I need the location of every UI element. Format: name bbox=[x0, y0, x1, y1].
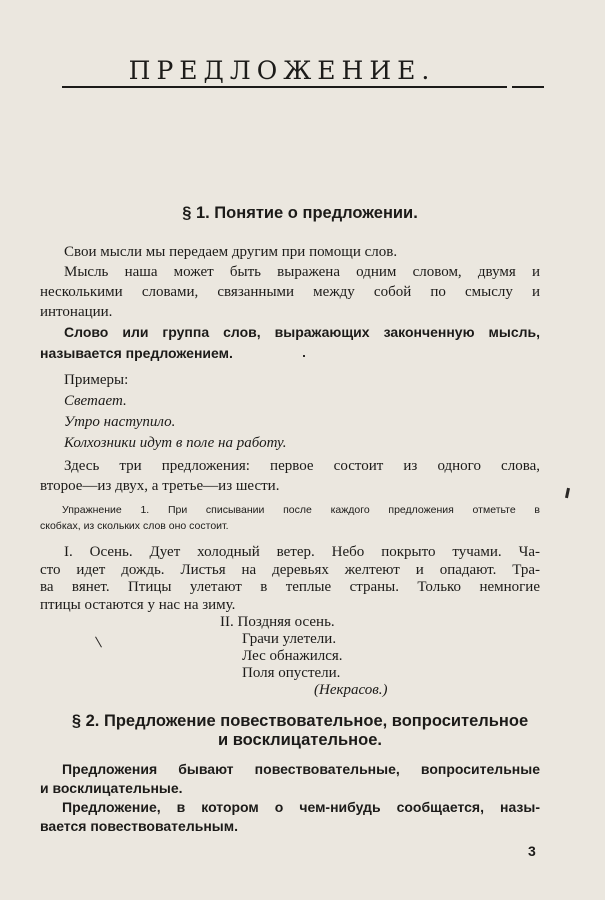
title-rule-left bbox=[62, 86, 507, 88]
text-line: Слово или группа слов, выражающих законченную мысль, bbox=[64, 324, 540, 340]
text-line: Здесь три предложения: первое состоит из одного слова, bbox=[64, 458, 540, 474]
poem-line: Поля опустели. bbox=[242, 665, 341, 681]
page-number: 3 bbox=[528, 843, 536, 859]
examples-block bbox=[64, 370, 564, 454]
explanation-paragraph bbox=[40, 456, 540, 496]
text-line: птицы остаются у нас на зиму. bbox=[40, 596, 236, 613]
poem-line: Лес обнажился. bbox=[242, 648, 343, 664]
ink-speck bbox=[303, 355, 305, 357]
text-line: второе—из двух, а третье—из шести. bbox=[40, 478, 280, 494]
exercise-poem bbox=[220, 614, 388, 699]
page-title: ПРЕДЛОЖЕНИЕ. bbox=[128, 56, 436, 85]
poem-line: Грачи улетели. bbox=[242, 631, 337, 647]
title-rule-right bbox=[512, 86, 544, 88]
text-line: Предложение, в котором о чем-нибудь сообщается, назы- bbox=[62, 799, 540, 815]
text-line: Свои мысли мы передаем другим при помощи слов. bbox=[64, 244, 398, 260]
poem-line: II. Поздняя осень. bbox=[220, 614, 335, 630]
text-line: Предложения бывают повествовательные, вопросительные bbox=[62, 761, 540, 777]
section-2-paragraph-1 bbox=[40, 760, 540, 798]
text-line: ва вянет. Птицы улетают в теплые страны. Только немногие bbox=[40, 579, 540, 595]
text-line: и восклицательные. bbox=[40, 780, 183, 796]
section-2-paragraph-2 bbox=[40, 798, 540, 836]
text-line: скобках, из скольких слов оно состоит. bbox=[40, 520, 229, 532]
text-line: несколькими словами, связанными между собой по смыслу и bbox=[40, 284, 540, 300]
exercise-instruction bbox=[40, 502, 540, 534]
text-line: Упражнение 1. При списывании после каждого предложения отметьте в bbox=[62, 504, 540, 516]
ink-speck bbox=[565, 488, 570, 498]
heading-line: и восклицательное. bbox=[218, 731, 382, 749]
text-line: вается повествовательным. bbox=[40, 818, 238, 834]
section-2-heading bbox=[40, 712, 560, 750]
text-line: сто идет дождь. Листья на деревьях желтеют и опадают. Тра- bbox=[40, 561, 540, 578]
examples-label: Примеры: bbox=[64, 372, 129, 388]
section-1-paragraph-2 bbox=[40, 262, 540, 322]
example-line: Утро наступило. bbox=[64, 414, 176, 430]
definition-paragraph bbox=[40, 322, 540, 364]
text-line: Мысль наша может быть выражена одним словом, двумя и bbox=[64, 264, 540, 280]
example-line: Светает. bbox=[64, 393, 127, 409]
poem-author: (Некрасов.) bbox=[314, 682, 388, 698]
section-1-paragraph-1 bbox=[64, 242, 564, 262]
text-line: интонации. bbox=[40, 304, 113, 320]
text-line: называется предложением. bbox=[40, 345, 233, 361]
text-line: I. Осень. Дует холодный ветер. Небо покрыто тучами. Ча- bbox=[64, 544, 540, 560]
ink-speck bbox=[95, 637, 102, 648]
heading-line: § 2. Предложение повествовательное, вопросительное bbox=[71, 712, 529, 730]
section-1-heading: § 1. Понятие о предложении. bbox=[182, 204, 418, 222]
exercise-text-1 bbox=[40, 544, 540, 614]
example-line: Колхозники идут в поле на работу. bbox=[64, 435, 287, 451]
